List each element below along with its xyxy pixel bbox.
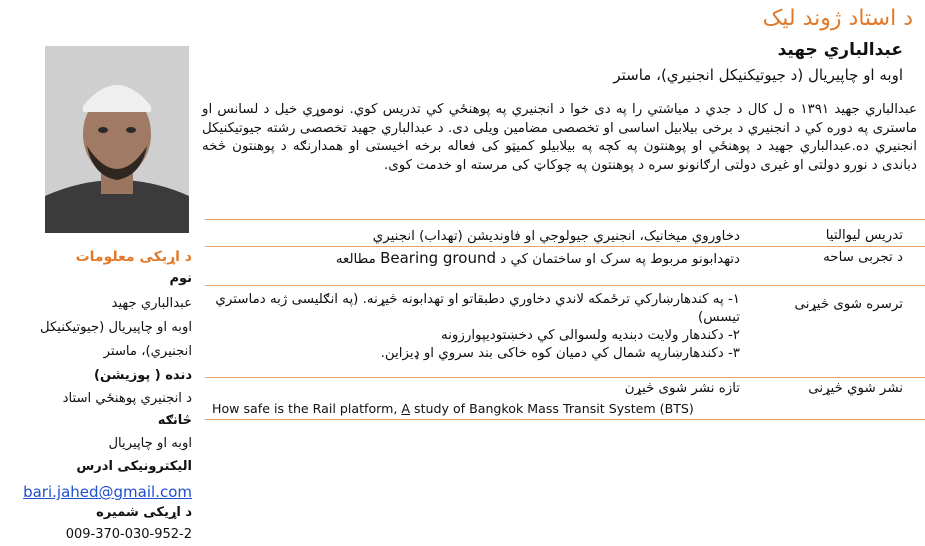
research-value [200,249,740,269]
bio-paragraph: عبدالباري جهيد ۱۳۹۱ ه ل کال د جدي د مياشتي را په دی خوا د انجنيري په پوهنځي کي تدريس کوي. نوموړي خيل د لسانس او ماستری په دوره کي د انجنيري د برخی بيلابيل اساسی او تخصصی مضامين ويلی دی. د عبدالباري جهيد تخصصی رشته جيوتيکنيکل انجنيري ده.عبدالباري جهيد د پوهنځي او پوهنتون په کچه په بيلابيلو کميټو کی فعاله برخه اخيستی او همدارنګه د پوهنتون څخه دباندی د نورو دولتی او غيری دولتی ارګانونو سره د پوهنتون په چوکاټ کی مرسته او خدمت کوی. [202,102,917,173]
published-research-heading: تازه نشر شوی څيړن [624,381,740,396]
completed-research-list [200,291,740,363]
contact-dept-value: اوبه او چاپيريال [108,436,192,451]
teaching-label: تدريس ليوالتيا [825,228,903,243]
teacher-degree: اوبه او چاپيريال (د جيوتيکنيکل انجنيري)، ماستر [613,66,903,84]
research-value-pre: دتهدابونو مربوط په سرک او ساختمان کي د [500,252,740,267]
contact-title: د اړيکی معلومات [75,249,192,265]
table-divider [205,219,925,220]
completed-research-item: ۱- په کندهارښارکي ترځمکه لاندي دخاوري دطبقاتو او تهدابونه څيړنه. (په انګليسی ژبه دماستري تيسس) [215,292,740,325]
contact-email-label: اليکترونيکی ادرس [76,459,192,474]
published-title-part: A [401,401,411,416]
table-divider [205,377,925,378]
research-value-en: Bearing ground [380,249,496,267]
published-title-part: study of Bangkok Mass Transit System (BTS) [410,401,694,416]
research-label: د تجربی ساحه [823,250,903,265]
published-research-label: نشر شوي څيړنی [808,381,903,396]
teacher-name: عبدالباري جهيد [777,40,903,60]
completed-research-item: ۲- دکندهار ولايت دبنديه ولسوالی کي دخښتوديپوارزونه [441,328,740,343]
contact-dept-label: څانګه [157,413,192,428]
published-title-part: How safe is the Rail platform, [212,401,402,416]
table-divider [205,285,925,286]
profile-photo [45,46,189,233]
completed-research-label: ترسره شوی څيړنی [794,297,903,312]
email-link[interactable]: bari.jahed@gmail.com [23,483,192,501]
contact-name-value: عبدالباري جهيد [111,296,192,311]
contact-phone-label: د اړيکی شميره [96,505,192,520]
contact-phone-value: 009-370-030-952-2 [65,527,192,542]
contact-position-label: دنده ( پوزيشن) [94,368,192,383]
teaching-value: دخاوروي ميخانيک، انجنيري جيولوجي او فاونديشن (تهداب) انجنيري [372,229,740,244]
contact-field-line2: انجنيري)، ماستر [103,344,192,359]
completed-research-item: ۳- دکندهارښارپه شمال کي دميان کوه خاکی بند سروي او ډيزاين. [380,346,740,361]
table-divider [205,419,925,420]
table-divider [205,246,925,247]
contact-position-value: د انجنيري پوهنځي استاد [62,391,192,406]
contact-field-line1: اوبه او چاپيريال (جيوتيکنيکل [40,320,192,335]
published-paper-title [212,401,694,416]
page-heading: د استاد ژوند لیک [762,6,913,31]
research-value-post: مطالعه [335,252,376,267]
contact-name-label: نوم [169,271,192,286]
